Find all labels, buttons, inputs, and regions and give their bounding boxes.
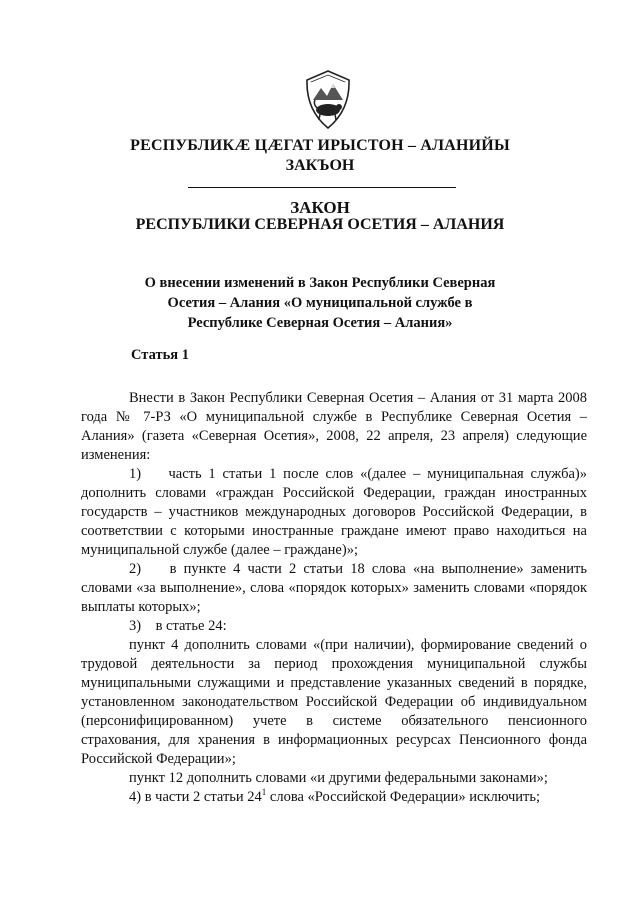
- body-intro: Внести в Закон Республики Северная Осетия – Алания от 31 марта 2008 года № 7-РЗ «О муниципальной службе в Республике Северная Осетия – Алания» (газета «Северная Осетия», 2008, 22 апреля, 23 апреля) следующие изменения:: [81, 390, 587, 463]
- body-item-3-point-4: пункт 4 дополнить словами «(при наличии), формирование сведений о трудовой деятельности за период прохождения муниципальной службы муниципальными служащими и представление указанных сведений в порядке, установленном законодательством Российской Федерации об индивидуальном (персонифицированном) учете в системе обязательного пенсионного страхования, для хранения в информационных ресурсах Пенсионного фонда Российской Федерации»;: [81, 637, 587, 767]
- header-law-ossetian: ЗАКЪОН: [285, 157, 355, 174]
- title-line-3: Республике Северная Осетия – Алания»: [187, 315, 453, 331]
- body-item-2: 2) в пункте 4 части 2 статьи 18 слова «на выполнение» заменить словами «за выполнение», слова «порядок которых» заменить словами «порядок выплаты которых»;: [81, 561, 591, 615]
- body-item-4-end: слова «Российской Федерации» исключить;: [266, 789, 541, 805]
- document-title: [0, 273, 640, 333]
- body-item-4-start: 4) в части 2 статьи 24: [129, 789, 262, 805]
- title-line-1: О внесении изменений в Закон Республики Северная: [144, 275, 496, 291]
- header-law-russian: ЗАКОН: [290, 198, 350, 217]
- body-item-3: 3) в статье 24:: [129, 618, 227, 634]
- body-item-3-point-12: пункт 12 дополнить словами «и другими федеральными законами»;: [129, 770, 548, 786]
- body-item-4: [81, 788, 587, 807]
- header-republic-russian: РЕСПУБЛИКИ СЕВЕРНАЯ ОСЕТИЯ – АЛАНИЯ: [135, 216, 505, 233]
- document-body: [81, 389, 591, 807]
- title-line-2: Осетия – Алания «О муниципальной службе в: [167, 295, 473, 311]
- coat-of-arms-emblem: [303, 70, 353, 130]
- header-divider: [188, 187, 456, 188]
- body-item-1: 1) часть 1 статьи 1 после слов «(далее – муниципальная служба)» дополнить словами «граждан Российской Федерации, граждан иностранных государств – участников международных договоров Российской Федерации, в соответствии с которыми иностранные граждане имеют право находиться на муниципальной службе (далее – граждане)»;: [81, 466, 591, 558]
- article-heading: Статья 1: [131, 347, 189, 363]
- header-republic-ossetian: РЕСПУБЛИКӔ ЦӔГАТ ИРЫСТОН – АЛАНИЙЫ: [130, 137, 510, 154]
- body-item-4-superscript: 1: [261, 787, 267, 798]
